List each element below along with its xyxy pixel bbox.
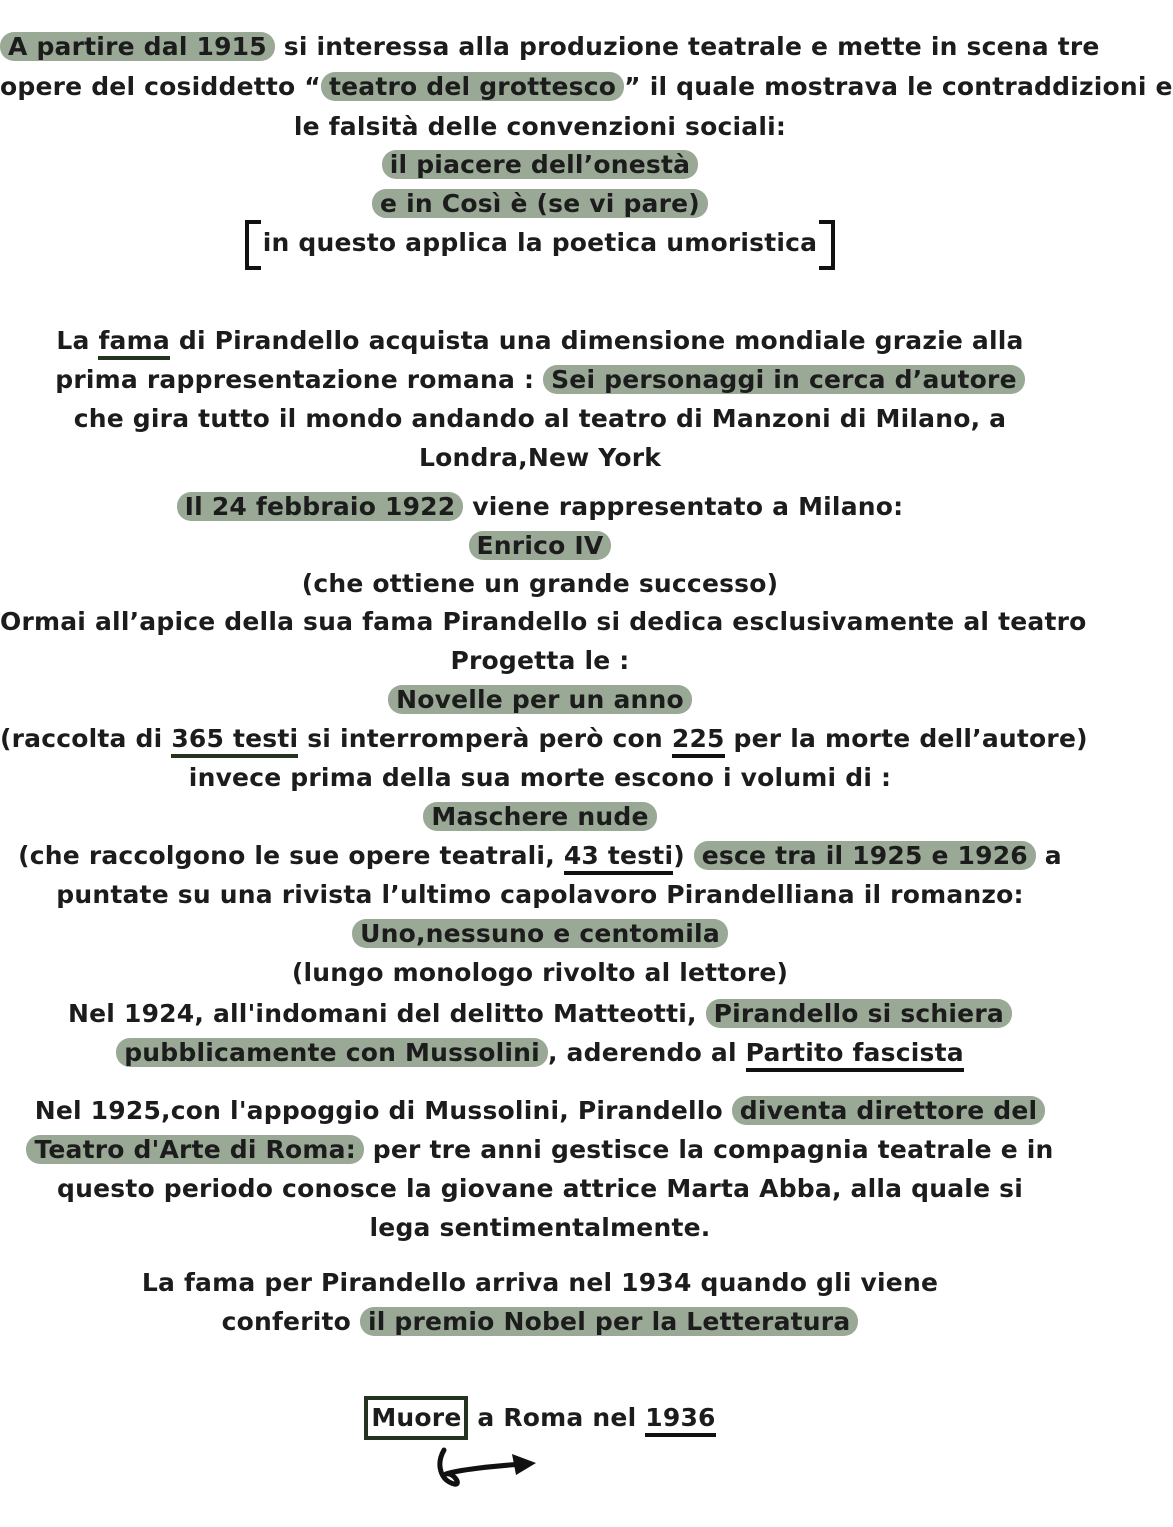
text-line: Nel 1925,con l'appoggio di Mussolini, Pirandello diventa direttore del <box>0 1094 1080 1128</box>
underline: fama <box>98 326 169 360</box>
text-line <box>0 683 1080 717</box>
text-line: questo periodo conosce la giovane attrice Marta Abba, alla quale si <box>57 1174 1023 1203</box>
text-line: che gira tutto il mondo andando al teatro di Manzoni di Milano, a <box>73 404 1007 433</box>
text-line: (che raccolgono le sue opere teatrali, 43 testi) esce tra il 1925 e 1926 a <box>0 839 1080 873</box>
text-line: puntate su una rivista l’ultimo capolavoro Pirandelliana il romanzo: <box>56 880 1024 909</box>
highlight: Enrico IV <box>469 531 612 560</box>
highlight: Uno,nessuno e centomila <box>352 919 728 948</box>
highlight: il piacere dell’onestà <box>382 150 698 179</box>
underline: 365 testi <box>171 724 298 758</box>
text-line: La fama di Pirandello acquista una dimensione mondiale grazie alla <box>0 324 1080 358</box>
text-line: invece prima della sua morte escono i volumi di : <box>188 763 892 792</box>
highlight: e in Così è (se vi pare) <box>372 189 708 218</box>
underline: 43 testi <box>564 841 673 875</box>
highlight: Maschere nude <box>423 802 656 831</box>
text-line: opere del cosiddetto “ teatro del grottesco ” il quale mostrava le contraddizioni e <box>0 72 1173 101</box>
underline: Partito fascista <box>746 1038 964 1072</box>
bracketed-note <box>0 226 1080 260</box>
text-line: La fama per Pirandello arriva nel 1934 quando gli viene <box>141 1268 939 1297</box>
text-line <box>0 800 1080 834</box>
text-line: pubblicamente con Mussolini , aderendo al Partito fascista <box>0 1036 1080 1070</box>
text-line: Teatro d'Arte di Roma: per tre anni gestisce la compagnia teatrale e in <box>0 1133 1080 1167</box>
text-line: A partire dal 1915 si interessa alla produzione teatrale e mette in scena tre <box>0 30 1080 64</box>
highlight: esce tra il 1925 e 1926 <box>694 841 1036 870</box>
highlight: Il 24 febbraio 1922 <box>177 492 464 521</box>
text-line: (raccolta di 365 testi si interromperà però con 225 per la morte dell’autore) <box>0 722 1080 756</box>
highlight: Sei personaggi in cerca d’autore <box>543 365 1025 394</box>
highlight: teatro del grottesco <box>321 72 624 101</box>
highlight: Pirandello si schiera <box>706 999 1012 1028</box>
underline: 225 <box>672 724 725 758</box>
text-line: le falsità delle convenzioni sociali: <box>293 112 787 141</box>
highlight: diventa direttore del <box>732 1096 1045 1125</box>
underline: 1936 <box>645 1403 715 1437</box>
text-line: Nel 1924, all'indomani del delitto Matteotti, Pirandello si schiera <box>0 997 1080 1031</box>
text-line: Progetta le : <box>450 646 630 675</box>
text-line: lega sentimentalmente. <box>369 1213 711 1242</box>
text-line: Ormai all’apice della sua fama Pirandello si dedica esclusivamente al teatro <box>0 607 1087 636</box>
boxed-word: Muore <box>364 1396 468 1440</box>
highlight: Novelle per un anno <box>388 685 692 714</box>
text-line: (che ottiene un grande successo) <box>301 569 779 598</box>
text-line <box>0 187 1080 221</box>
text-line <box>0 917 1080 951</box>
text-line: Londra,New York <box>418 443 662 472</box>
bracket-box: in questo applica la poetica umoristica <box>249 226 832 260</box>
highlight: Teatro d'Arte di Roma: <box>26 1135 363 1164</box>
text-line <box>0 148 1080 182</box>
text-line: conferito il premio Nobel per la Letteratura <box>0 1305 1080 1339</box>
text-line: prima rappresentazione romana : Sei personaggi in cerca d’autore <box>0 363 1080 397</box>
highlight: A partire dal 1915 <box>0 32 275 61</box>
text-line: (lungo monologo rivolto al lettore) <box>291 958 789 987</box>
text-line: Il 24 febbraio 1922 viene rappresentato a Milano: <box>0 490 1080 524</box>
arrow-icon <box>432 1448 544 1490</box>
highlight: il premio Nobel per la Letteratura <box>360 1307 858 1336</box>
text-line: Muore a Roma nel 1936 <box>0 1396 1080 1440</box>
text-line <box>0 529 1080 563</box>
highlight: pubblicamente con Mussolini <box>116 1038 548 1067</box>
